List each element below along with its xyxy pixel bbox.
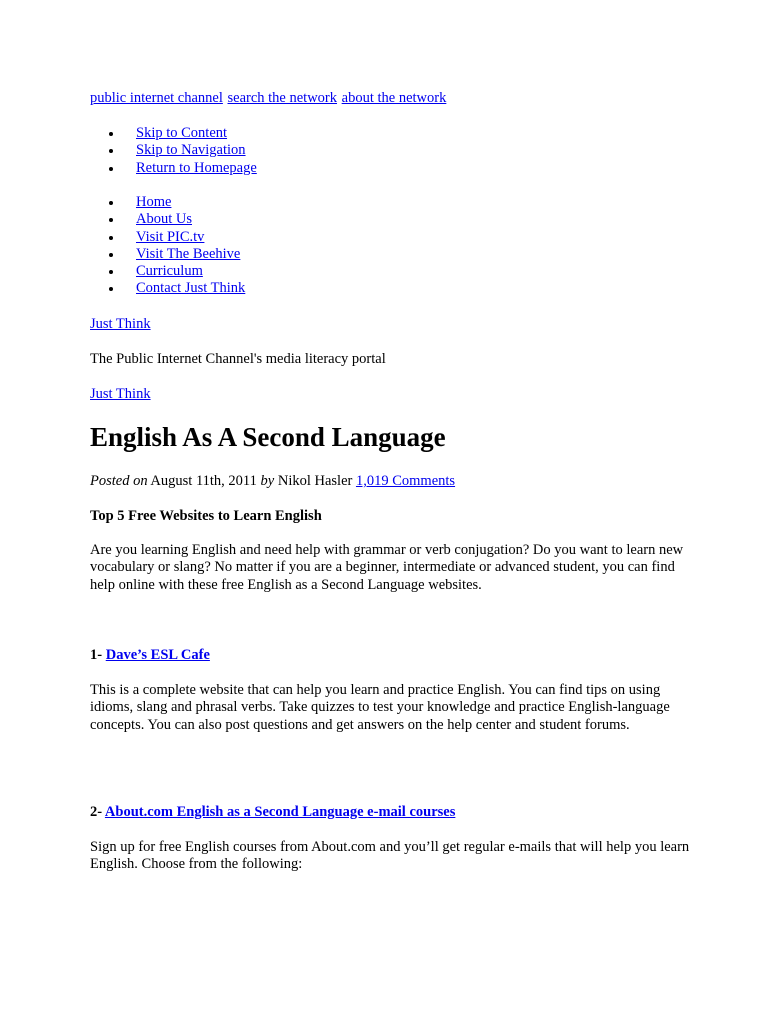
skip-to-navigation-link[interactable]: Skip to Navigation [136, 142, 246, 159]
post-date: August 11th, 2011 [150, 473, 257, 489]
about-the-network-link[interactable]: about the network [341, 90, 447, 106]
item-heading-1 [90, 647, 210, 665]
return-to-homepage-link[interactable]: Return to Homepage [136, 159, 257, 176]
top-network-nav [90, 90, 447, 108]
daves-esl-cafe-link[interactable]: Dave’s ESL Cafe [105, 647, 210, 663]
post-author: Nikol Hasler [277, 473, 353, 489]
nav-about-us-link[interactable]: About Us [136, 211, 192, 228]
nav-visit-beehive-link[interactable]: Visit The Beehive [136, 245, 241, 262]
nav-visit-pictv-link[interactable]: Visit PIC.tv [136, 228, 205, 245]
item-description-2: Sign up for free English courses from About.com and you’ll get regular e-mails that will help you learn English. Choose from the following: [90, 839, 690, 873]
item-number: 1- [90, 647, 103, 663]
item-description-1: This is a complete website that can help you learn and practice English. You can find tips on using idioms, slang and phrasal verbs. Take quizzes to test your knowledge and practice English-language concepts. You can also post questions and get answers on the help center and student forums. [90, 682, 670, 733]
posted-on-label: Posted on [90, 473, 148, 489]
site-name-link[interactable]: Just Think [90, 316, 151, 332]
skip-to-content-link[interactable]: Skip to Content [136, 125, 228, 141]
post-meta [90, 473, 455, 491]
post-intro: Are you learning English and need help with grammar or verb conjugation? Do you want to learn new vocabulary or slang? No matter if you are a beginner, intermediate or advanced student, you can find help online with these free English as a Second Language websites. [90, 542, 684, 593]
site-tagline: The Public Internet Channel's media literacy portal [90, 351, 386, 367]
nav-curriculum-link[interactable]: Curriculum [136, 263, 203, 280]
post-subheading: Top 5 Free Websites to Learn English [90, 508, 322, 524]
about-com-esl-courses-link[interactable]: About.com English as a Second Language e-mail courses [104, 804, 456, 820]
post-title: English As A Second Language [90, 422, 446, 452]
item-number: 2- [90, 804, 103, 820]
nav-contact-link[interactable]: Contact Just Think [136, 280, 246, 297]
comments-link[interactable]: 1,019 Comments [355, 473, 456, 489]
site-name-link-secondary[interactable]: Just Think [90, 386, 151, 402]
public-internet-channel-link[interactable]: public internet channel [90, 90, 223, 106]
nav-home-link[interactable]: Home [136, 194, 172, 210]
item-heading-2 [90, 804, 455, 822]
search-the-network-link[interactable]: search the network [227, 90, 338, 106]
by-label: by [260, 473, 275, 489]
